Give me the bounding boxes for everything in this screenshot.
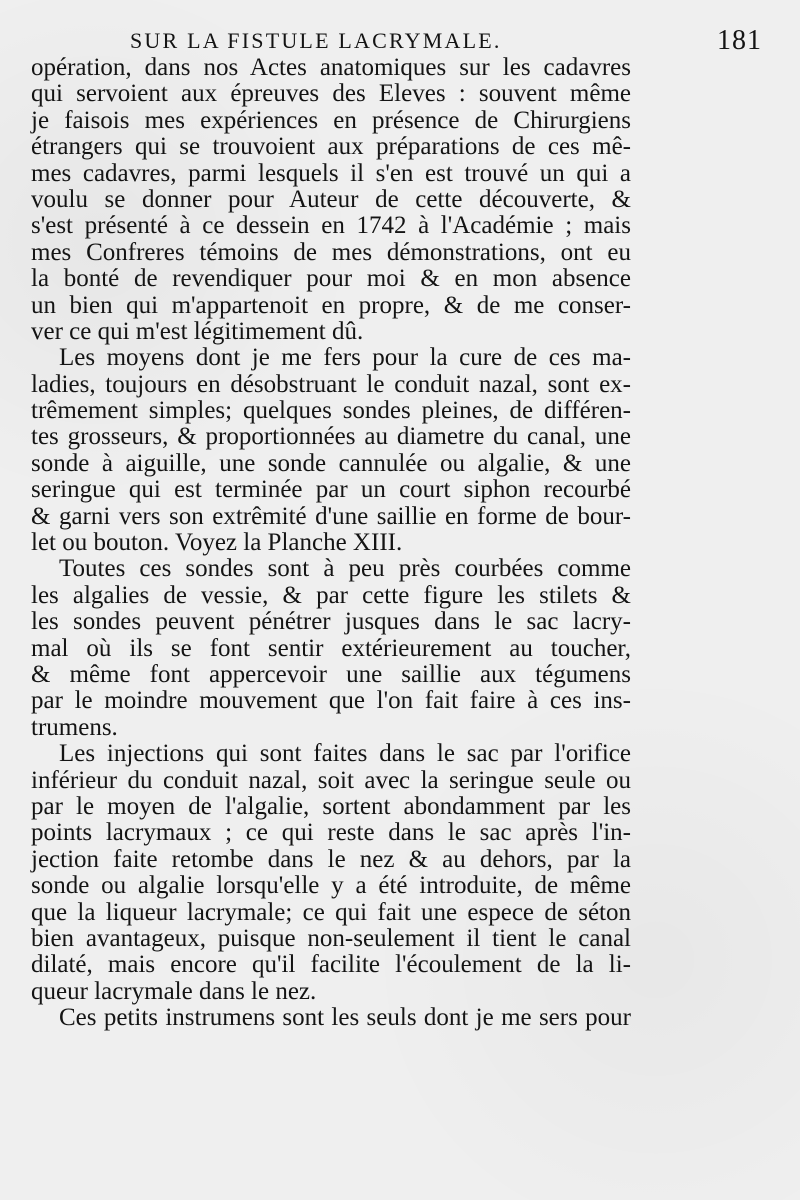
paragraph-end-line: let ou bouton. Voyez la Planche XIII. — [31, 529, 403, 557]
text-line: voulu se donner pour Auteur de cette découverte, & — [31, 185, 631, 213]
text-line: ladies, toujours en désobstruant le conduit nazal, sont ex- — [31, 370, 631, 398]
text-line: étrangers qui se trouvoient aux préparations de ces mê- — [31, 133, 631, 161]
text-line: dilaté, mais encore qu'il facilite l'écoulement de la li- — [31, 951, 631, 979]
paragraph-start-line: Toutes ces sondes sont à peu près courbées comme — [59, 555, 631, 583]
text-line: bien avantageux, puisque non-seulement il tient le canal — [31, 924, 631, 952]
paragraph-start-line: Les moyens dont je me fers pour la cure de ces ma- — [59, 344, 631, 372]
text-line: les sondes peuvent pénétrer jusques dans le sac lacry- — [31, 608, 631, 636]
text-line: que la liqueur lacrymale; ce qui fait une espece de séton — [31, 898, 631, 926]
paragraph-end-line: trumens. — [31, 713, 118, 741]
paragraph-start-line: Les injections qui sont faites dans le sac par l'orifice — [59, 740, 631, 768]
text-line: trêmement simples; quelques sondes pleines, de différen- — [31, 397, 631, 425]
text-line: sonde à aiguille, une sonde cannulée ou algalie, & une — [31, 449, 631, 477]
text-line: opération, dans nos Actes anatomiques sur les cadavres — [31, 54, 631, 81]
text-line: par le moyen de l'algalie, sortent abondamment par les — [31, 792, 631, 820]
text-line: mal où ils se font sentir extérieurement au toucher, — [31, 634, 631, 662]
paragraph-start-line: Ces petits instrumens sont les seuls dont je me sers pour — [59, 1004, 631, 1032]
page-number: 181 — [717, 25, 762, 56]
text-line: je faisois mes expériences en présence de Chirurgiens — [31, 106, 631, 134]
text-line: s'est présenté à ce dessein en 1742 à l'Académie ; mais — [31, 212, 631, 240]
text-line: par le moindre mouvement que l'on fait faire à ces ins- — [31, 687, 631, 715]
paragraph-end-line: queur lacrymale dans le nez. — [31, 977, 317, 1005]
paragraph-end-line: ver ce qui m'est légitimement dû. — [31, 317, 364, 345]
text-line: seringue qui est terminée par un court siphon recourbé — [31, 476, 631, 504]
text-line: inférieur du conduit nazal, soit avec la seringue seule ou — [31, 766, 631, 794]
text-line: mes cadavres, parmi lesquels il s'en est trouvé un qui a — [31, 159, 631, 187]
running-head: SUR LA FISTULE LACRYMALE. — [130, 28, 502, 53]
main-text — [31, 55, 631, 1031]
text-line: mes Confreres témoins de mes démonstrations, ont eu — [31, 238, 631, 266]
text-line: points lacrymaux ; ce qui reste dans le sac après l'in- — [31, 819, 631, 847]
text-line: les algalies de vessie, & par cette figure les stilets & — [31, 581, 631, 609]
text-line: jection faite retombe dans le nez & au dehors, par la — [31, 845, 631, 873]
text-line: sonde ou algalie lorsqu'elle y a été introduite, de même — [31, 872, 631, 900]
text-line: la bonté de revendiquer pour moi & en mon absence — [31, 265, 631, 293]
text-line: tes grosseurs, & proportionnées au diametre du canal, une — [31, 423, 631, 451]
text-line: un bien qui m'appartenoit en propre, & de me conser- — [31, 291, 631, 319]
text-line: & même font appercevoir une saillie aux tégumens — [31, 660, 631, 688]
text-line: qui servoient aux épreuves des Eleves : souvent même — [31, 80, 631, 108]
text-line: & garni vers son extrêmité d'une saillie en forme de bour- — [31, 502, 631, 530]
